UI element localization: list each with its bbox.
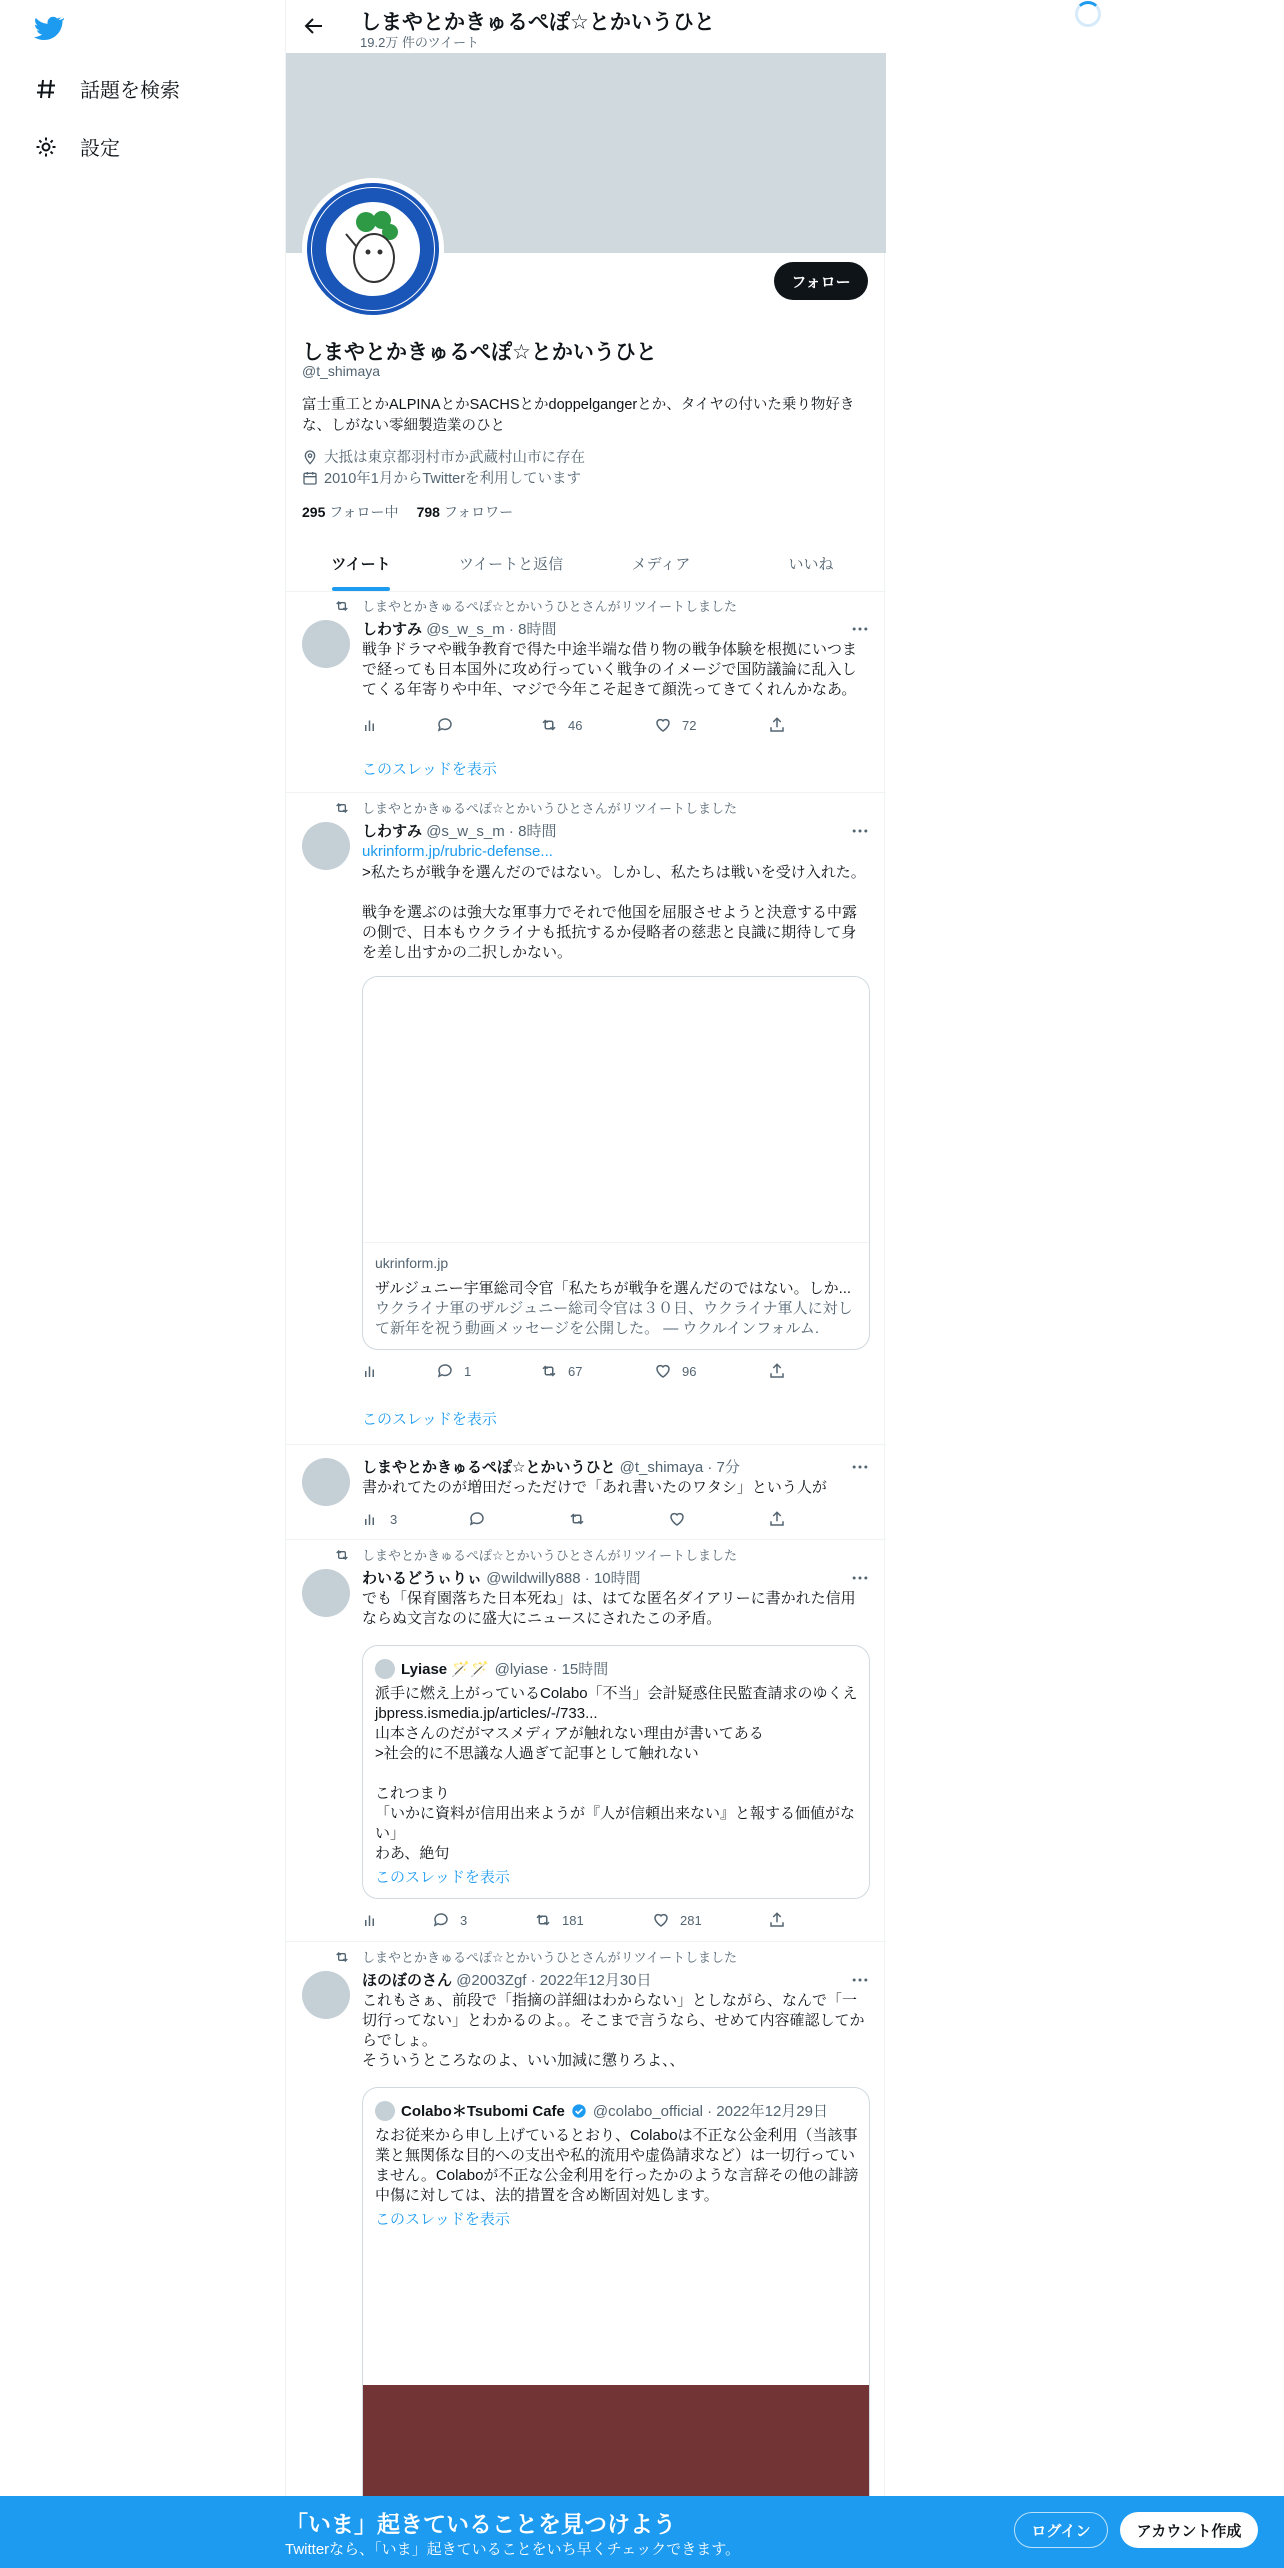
more-options-icon[interactable]: [850, 1568, 870, 1588]
show-thread-link[interactable]: このスレッドを表示: [362, 1411, 497, 1428]
reply-icon: [436, 1362, 454, 1380]
signup-button[interactable]: アカウント作成: [1120, 2512, 1258, 2548]
retweet-icon: [534, 1911, 552, 1929]
tweet-author[interactable]: しまやとかきゅるぺぽ☆とかいうひと @t_shimaya · 7分: [362, 1459, 740, 1476]
heart-icon: [652, 1911, 670, 1929]
nav-settings[interactable]: [34, 132, 120, 161]
following-link[interactable]: 295 フォロー中: [302, 504, 399, 520]
retweet-icon: [334, 1949, 350, 1965]
calendar-icon: [302, 470, 318, 486]
reply-icon: [432, 1911, 450, 1929]
more-options-icon[interactable]: [850, 1457, 870, 1477]
retweet-icon: [334, 598, 350, 614]
retweet-icon: [540, 1362, 558, 1380]
profile-handle: @t_shimaya: [302, 363, 381, 379]
nav-explore-label: 話題を検索: [80, 80, 180, 102]
retweet-icon: [540, 716, 558, 734]
tweet-author[interactable]: ほのぼのさん @2003Zgf · 2022年12月30日: [362, 1972, 652, 1989]
profile-tabs: [286, 536, 886, 592]
share-button[interactable]: [768, 1510, 786, 1528]
profile-follow-stats: [302, 502, 513, 522]
link-card-title: ザルジュニー宇軍総司令官「私たちが戦争を選んだのではない。しか...: [375, 1280, 852, 1297]
profile-avatar[interactable]: [302, 178, 444, 320]
share-button[interactable]: [768, 1362, 786, 1380]
tweet-avatar[interactable]: [302, 620, 350, 668]
tweet-actions: [362, 1911, 792, 1931]
more-options-icon[interactable]: [850, 821, 870, 841]
tweet-text: 書かれてたのが増田だっただけで「あれ書いたのワタシ」という人が: [362, 1479, 827, 1496]
analytics-icon: [362, 1911, 380, 1929]
profile-joined: [302, 467, 581, 488]
quoted-tweet-author[interactable]: Lyiase 🪄🪄 @lyiase · 15時間: [375, 1658, 608, 1679]
share-icon: [768, 1510, 786, 1528]
tweet-avatar[interactable]: [302, 822, 350, 870]
heart-icon: [668, 1510, 686, 1528]
retweet-icon: [334, 1547, 350, 1563]
back-arrow-icon[interactable]: [302, 14, 326, 38]
quoted-tweet[interactable]: [362, 1645, 870, 1899]
tweet-text: でも「保育園落ちた日本死ね」は、はてな匿名ダイアリーに書かれた信用ならぬ文言なのに盛大にニュースにされたこの矛盾。: [362, 1590, 856, 1627]
quoted-tweet-text: 派手に燃え上がっているColabo「不当」会計疑惑住民監査請求のゆくえ jbpress.ismedia.jp/articles/-/733... 山本さんのだがマスメディアが触れない理由が書いてある >社会的に不思議な人過ぎて記事として触れない これつまり 「いかに資料が信用出来ようが『人が信頼出来ない』と報する価値がない」 わあ、絶句: [375, 1685, 858, 1862]
share-button[interactable]: [768, 716, 786, 734]
views-button[interactable]: [362, 716, 380, 734]
signup-prompt-title: 「いま」起きていることを見つけよう: [285, 2511, 676, 2537]
tweet[interactable]: [286, 1541, 886, 1942]
tweet-actions: [362, 716, 792, 736]
retweet-button[interactable]: 46: [540, 716, 582, 734]
more-options-icon[interactable]: [850, 619, 870, 639]
tweet[interactable]: [286, 794, 886, 1445]
main-column: [285, 0, 885, 2568]
retweet-indicator: しまやとかきゅるぺぽ☆とかいうひとさんがリツイートしました: [334, 798, 737, 817]
tweet-author[interactable]: わいるどうぃりぃ @wildwilly888 · 10時間: [362, 1570, 641, 1587]
analytics-icon: [362, 716, 380, 734]
like-button[interactable]: 72: [654, 716, 696, 734]
tweet-avatar[interactable]: [302, 1569, 350, 1617]
tab-replies[interactable]: ツイートと返信: [458, 556, 564, 573]
analytics-icon: [362, 1362, 380, 1380]
share-icon: [768, 716, 786, 734]
retweet-button[interactable]: 67: [540, 1362, 582, 1380]
retweet-icon: [334, 800, 350, 816]
header-title: しまやとかきゅるぺぽ☆とかいうひと: [360, 11, 715, 34]
link-card-domain: ukrinform.jp: [375, 1255, 449, 1271]
login-button[interactable]: ログイン: [1014, 2512, 1108, 2548]
like-button[interactable]: 96: [654, 1362, 696, 1380]
quoted-avatar: [375, 1659, 395, 1679]
profile-location-text: 大抵は東京都羽村市か武蔵村山市に存在: [324, 450, 585, 466]
link-card-description: ウクライナ軍のザルジュニー総司令官は３０日、ウクライナ軍人に対して新年を祝う動画メッセージを公開した。 — ウクルインフォルム.: [375, 1300, 853, 1337]
tab-likes[interactable]: いいね: [788, 556, 834, 573]
retweet-indicator: しまやとかきゅるぺぽ☆とかいうひとさんがリツイートしました: [334, 596, 737, 615]
tweet-author[interactable]: しわすみ @s_w_s_m · 8時間: [362, 621, 557, 638]
signup-prompt-bar: [0, 2496, 1284, 2568]
tab-media[interactable]: メディア: [631, 556, 691, 573]
views-button[interactable]: [362, 1911, 380, 1929]
nav-explore[interactable]: [34, 74, 180, 103]
link-card[interactable]: [362, 976, 870, 1350]
like-button[interactable]: [668, 1510, 686, 1528]
profile-bio: 富士重工とかALPINAとかSACHSとかdoppelgangerとか、タイヤの付いた乗り物好きな、しがない零細製造業のひと: [302, 397, 855, 434]
tweet[interactable]: [286, 1446, 886, 1540]
tweet-actions: [362, 1362, 792, 1382]
tweet-avatar[interactable]: [302, 1458, 350, 1506]
reply-icon: [436, 716, 454, 734]
reply-button[interactable]: 1: [436, 1362, 471, 1380]
views-button[interactable]: [362, 1362, 380, 1380]
retweet-button[interactable]: 181: [534, 1911, 584, 1929]
gear-icon: [34, 135, 58, 159]
tweet-author[interactable]: しわすみ @s_w_s_m · 8時間: [362, 823, 557, 840]
tweet-avatar[interactable]: [302, 1971, 350, 2019]
retweet-button[interactable]: [568, 1510, 586, 1528]
retweet-indicator: しまやとかきゅるぺぽ☆とかいうひとさんがリツイートしました: [334, 1947, 737, 1966]
verified-badge-icon: [571, 2103, 587, 2119]
nav-settings-label: 設定: [80, 138, 120, 160]
hashtag-icon: [34, 77, 58, 101]
reply-button[interactable]: [468, 1510, 486, 1528]
quoted-tweet-author[interactable]: Colabo＊Tsubomi Cafe @colabo_official · 2022年12月29日: [375, 2100, 828, 2121]
link-card-image: [363, 977, 869, 1243]
quoted-tweet-text: なお従来から申し上げているとおり、Colaboは不正な公金利用（当該事業と無関係な目的への支出や私的流用や虚偽請求など）は一切行っていません。Colaboが不正な公金利用を行ったかのような言辞その他の誹謗中傷に対しては、法的措置を含め断固対処します。: [375, 2127, 859, 2204]
reply-button[interactable]: [436, 716, 464, 734]
tweet-text: これもさぁ、前段で「指摘の詳細はわからない」としながら、なんで「一切行ってない」とわかるのよ。。そこまで言うなら、せめて内容確認してからでしょ。 そういうところなのよ、いい加減に懲りろよ、、: [362, 1992, 865, 2069]
profile-name: しまやとかきゅるぺぽ☆とかいうひと: [302, 341, 657, 364]
share-icon: [768, 1911, 786, 1929]
tweet[interactable]: [286, 1943, 886, 2568]
follow-button[interactable]: フォロー: [774, 262, 868, 300]
analytics-icon: [362, 1510, 380, 1528]
tweet-actions: [362, 1510, 792, 1530]
tab-tweets[interactable]: ツイート: [286, 536, 436, 591]
profile-joined-text: 2010年1月からTwitterを利用しています: [324, 471, 582, 487]
signup-prompt-subtitle: Twitterなら、「いま」起きていることをいち早くチェックできます。: [285, 2541, 741, 2558]
show-thread-link[interactable]: このスレッドを表示: [375, 2211, 510, 2228]
more-options-icon[interactable]: [850, 1970, 870, 1990]
heart-icon: [654, 716, 672, 734]
retweet-indicator: しまやとかきゅるぺぽ☆とかいうひとさんがリツイートしました: [334, 1545, 737, 1564]
show-thread-link[interactable]: このスレッドを表示: [375, 1869, 510, 1886]
retweet-icon: [568, 1510, 586, 1528]
location-pin-icon: [302, 449, 318, 465]
views-button[interactable]: 3: [362, 1510, 397, 1528]
reply-button[interactable]: 3: [432, 1911, 467, 1929]
show-thread-link[interactable]: このスレッドを表示: [362, 761, 497, 778]
profile-avatar-emblem-icon: [306, 182, 440, 316]
tweet[interactable]: [286, 592, 886, 793]
tweet-text: >私たちが戦争を選んだのではない。しかし、私たちは戦いを受け入れた。 戦争を選ぶのは強大な軍事力でそれで他国を屈服させようと決意する中露の側で、日本もウクライナも抵抗するか侵略者の慈悲と良識に期待して身を差し出すかの二択しかない。: [362, 864, 866, 961]
header-tweet-count: 19.2万 件のツイート: [360, 35, 480, 50]
profile-header: [286, 0, 886, 53]
followers-link[interactable]: 798 フォロワー: [416, 504, 514, 520]
reply-icon: [468, 1510, 486, 1528]
like-button[interactable]: 281: [652, 1911, 702, 1929]
loading-spinner-icon: [1075, 1, 1101, 27]
share-button[interactable]: [768, 1911, 786, 1929]
quoted-avatar: [375, 2101, 395, 2121]
tweet-link[interactable]: ukrinform.jp/rubric-defense...: [362, 843, 553, 860]
heart-icon: [654, 1362, 672, 1380]
profile-location: [302, 446, 585, 467]
share-icon: [768, 1362, 786, 1380]
tweet-text: 戦争ドラマや戦争教育で得た中途半端な借り物の戦争体験を根拠にいつまで経っても日本国外に攻め行っていく戦争のイメージで国防議論に乱入してくる年寄りや中年、マジで今年こそ起きて顔洗ってきてくれんかなあ。: [362, 641, 858, 698]
twitter-logo-icon[interactable]: [32, 14, 64, 42]
